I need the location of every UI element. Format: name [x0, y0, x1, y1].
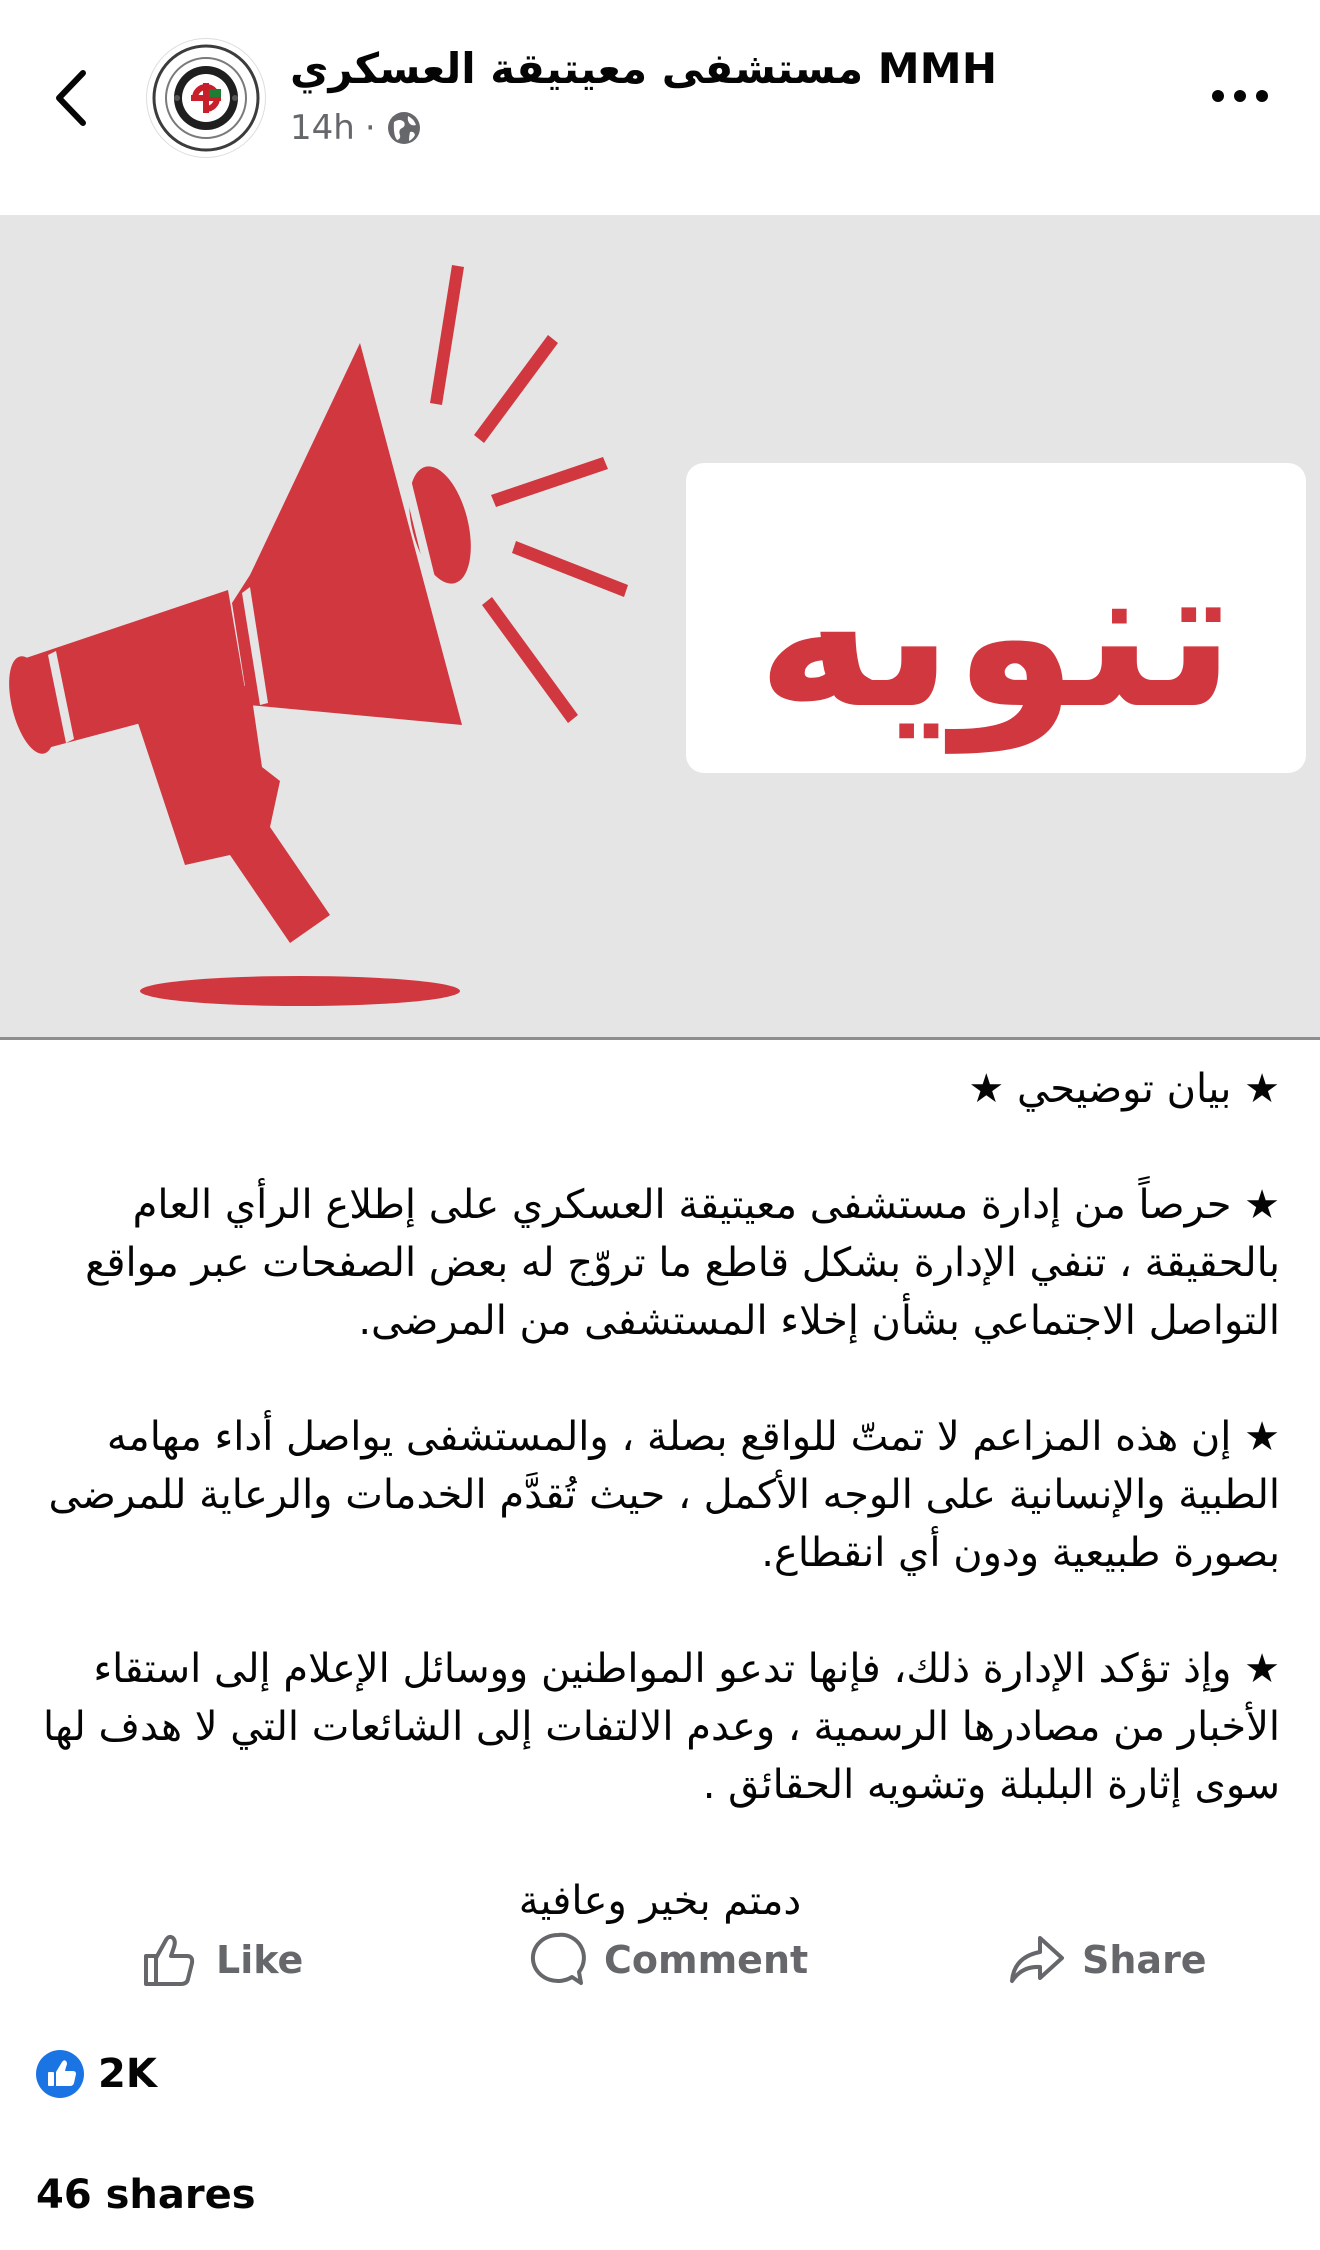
action-bar: [0, 1920, 1320, 2000]
like-button[interactable]: [140, 1920, 303, 2000]
post-closing: دمتم بخير وعافية: [518, 1878, 802, 1924]
reaction-count: 2K: [98, 2051, 157, 2097]
megaphone-announcement-image: [0, 215, 1320, 1040]
post-paragraph-1: ★ حرصاً من إدارة مستشفى معيتيقة العسكري على إطلاع الرأي العام بالحقيقة ، تنفي الإدارة بشكل قاطع ما تروّج له بعض الصفحات عبر مواقع التواصل الاجتماعي بشأن إخلاء المستشفى من المرضى.: [85, 1182, 1280, 1344]
comment-button[interactable]: [528, 1920, 808, 2000]
globe-icon: [386, 110, 422, 146]
hospital-logo-icon: [147, 39, 265, 157]
megaphone-icon: [0, 343, 481, 943]
comment-icon: [528, 1930, 588, 1990]
shares-count[interactable]: 46 shares: [36, 2172, 256, 2218]
reactions-summary[interactable]: [36, 2050, 157, 2098]
floor-shadow: [140, 976, 460, 1006]
chevron-left-icon: [53, 69, 87, 127]
share-label: Share: [1082, 1938, 1207, 1982]
post-header: [0, 0, 1320, 200]
sound-rays: [430, 265, 628, 723]
share-button[interactable]: [1006, 1920, 1207, 2000]
page-avatar[interactable]: [146, 38, 266, 158]
more-options-button[interactable]: [1200, 76, 1280, 116]
thumbs-up-icon: [140, 1930, 200, 1990]
like-reaction-icon: [36, 2050, 84, 2098]
more-dots-icon: [1210, 89, 1270, 103]
post-time: 14h: [290, 108, 355, 148]
post-image[interactable]: [0, 215, 1320, 1040]
share-arrow-icon: [1006, 1930, 1066, 1990]
post-meta: [290, 108, 422, 148]
post-body: [40, 1060, 1280, 1930]
post-paragraph-3: ★ وإذ تؤكد الإدارة ذلك، فإنها تدعو المواطنين ووسائل الإعلام إلى استقاء الأخبار من مصادرها الرسمية ، وعدم الالتفات إلى الشائعات التي لا هدف لها سوى إثارة البلبلة وتشويه الحقائق .: [42, 1646, 1280, 1808]
post-title: ★ بيان توضيحي ★: [968, 1066, 1280, 1112]
back-button[interactable]: [40, 62, 100, 134]
comment-label: Comment: [604, 1938, 809, 1982]
post-paragraph-2: ★ إن هذه المزاعم لا تمتّ للواقع بصلة ، والمستشفى يواصل أداء مهامه الطبية والإنسانية على الوجه الأكمل ، حيث تُقدَّم الخدمات والرعاية للمرضى بصورة طبيعية ودون أي انقطاع.: [48, 1414, 1280, 1576]
meta-separator: ·: [364, 108, 376, 148]
like-label: Like: [216, 1938, 304, 1982]
headline-text: تنويه: [756, 520, 1236, 753]
page-name[interactable]: مستشفى معيتيقة العسكري MMH: [290, 44, 998, 93]
image-divider: [0, 1037, 1320, 1040]
